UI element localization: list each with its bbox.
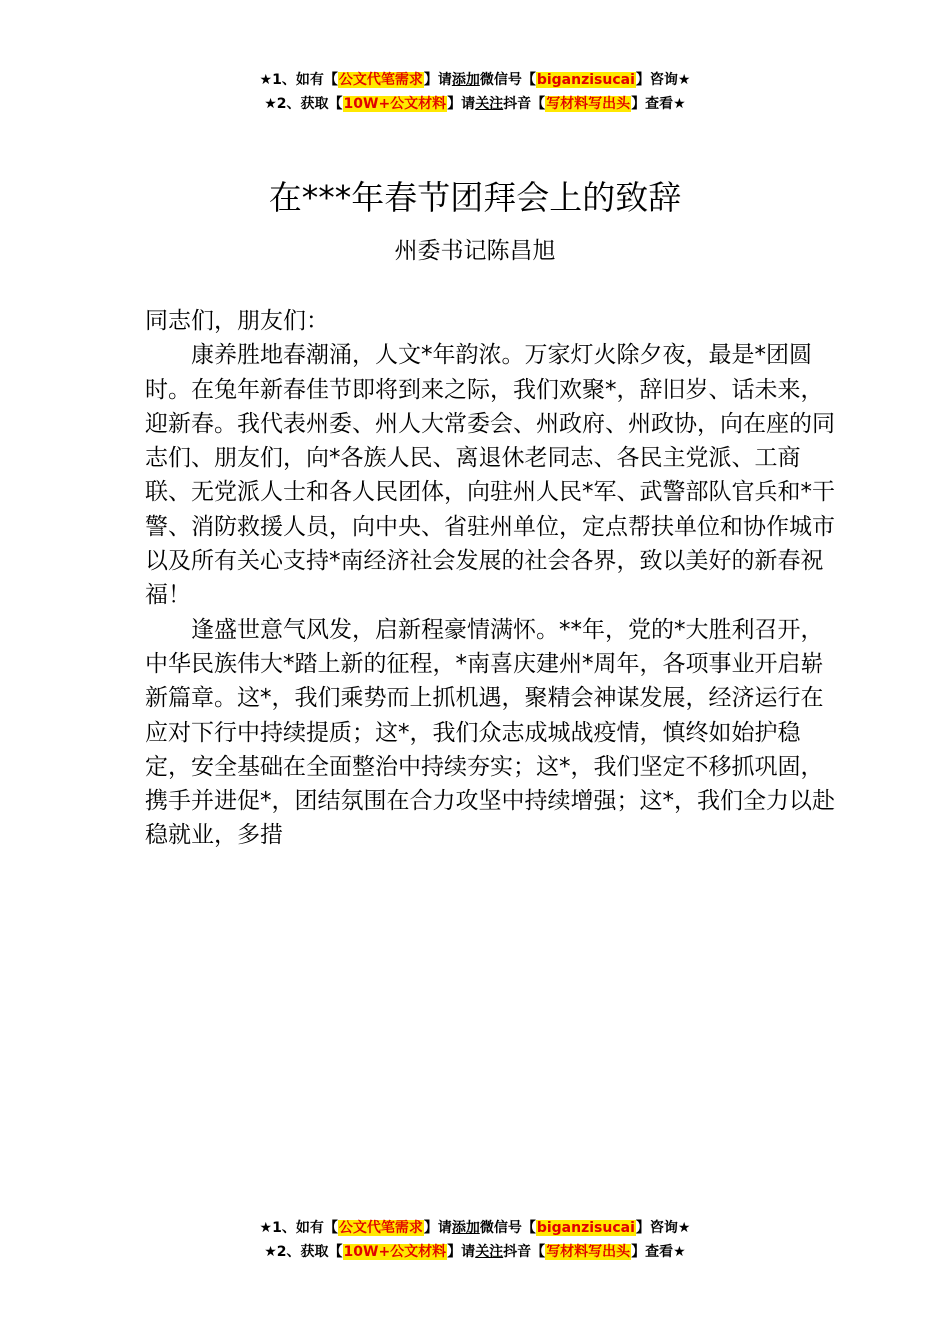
bottom-banner [0,1216,950,1264]
banner-text: 抖音【 [503,1244,546,1260]
salutation: 同志们，朋友们： [145,308,329,334]
highlight-text: 10W+公文材料 [343,96,447,112]
underlined-text: 添加 [451,72,480,88]
banner-text: 】请 [423,72,452,88]
paragraph: 逢盛世意气风发，启新程豪情满怀。**年，党的*大胜利召开，中华民族伟大*踏上新的征程，*南喜庆建州*周年，各项事业开启崭新篇章。这*，我们乘势而上抓机遇，聚精会神谋发展，经济运行在应对下行中持续提质；这*，我们众志成城战疫情，慎终如始护稳定，安全基础在全面整治中持续夯实；这*，我们坚定不移抓巩固，携手并进促*，团结氛围在合力攻坚中持续增强；这*，我们全力以赴稳就业，多措 [145,616,835,849]
document-body [145,304,835,853]
banner-text: 】咨询★ [635,1220,691,1236]
banner-line-1 [0,68,950,92]
wechat-id: biganzisucai [536,1220,635,1236]
highlight-text: 10W+公文材料 [343,1244,447,1260]
banner-text: 微信号【 [479,72,536,88]
banner-text: 】请 [447,96,476,112]
highlight-text: 公文代笔需求 [338,1220,423,1236]
banner-line-2 [0,92,950,116]
banner-text: ★1、如有【 [259,72,338,88]
underlined-text: 添加 [451,1220,480,1236]
highlight-text: 公文代笔需求 [338,72,423,88]
banner-text: 】请 [423,1220,452,1236]
document-title: 在***年春节团拜会上的致辞 [268,178,682,217]
document-author: 州委书记陈昌旭 [394,238,556,264]
douyin-account: 写材料写出头 [546,1244,631,1260]
banner-text: ★2、获取【 [264,96,343,112]
banner-text: ★2、获取【 [264,1244,343,1260]
banner-line-2 [0,1240,950,1264]
banner-line-1 [0,1216,950,1240]
douyin-account: 写材料写出头 [546,96,631,112]
underlined-text: 关注 [475,96,504,112]
banner-text: 微信号【 [479,1220,536,1236]
banner-text: 】查看★ [631,1244,686,1260]
banner-text: 】查看★ [631,96,686,112]
wechat-id: biganzisucai [536,72,635,88]
banner-text: 】咨询★ [635,72,691,88]
top-banner [0,68,950,116]
paragraph: 康养胜地春潮涌，人文*年韵浓。万家灯火除夕夜，最是*团圆时。在兔年新春佳节即将到来之际，我们欢聚*，辞旧岁、话未来，迎新春。我代表州委、州人大常委会、州政府、州政协，向在座的同志们、朋友们，向*各族人民、离退休老同志、各民主党派、工商联、无党派人士和各人民团体，向驻州人民*军、武警部队官兵和*干警、消防救援人员，向中央、省驻州单位，定点帮扶单位和协作城市以及所有关心支持*南经济社会发展的社会各界，致以美好的新春祝福！ [145,342,835,609]
banner-text: 抖音【 [503,96,546,112]
underlined-text: 关注 [475,1244,504,1260]
banner-text: 】请 [447,1244,476,1260]
banner-text: ★1、如有【 [259,1220,338,1236]
